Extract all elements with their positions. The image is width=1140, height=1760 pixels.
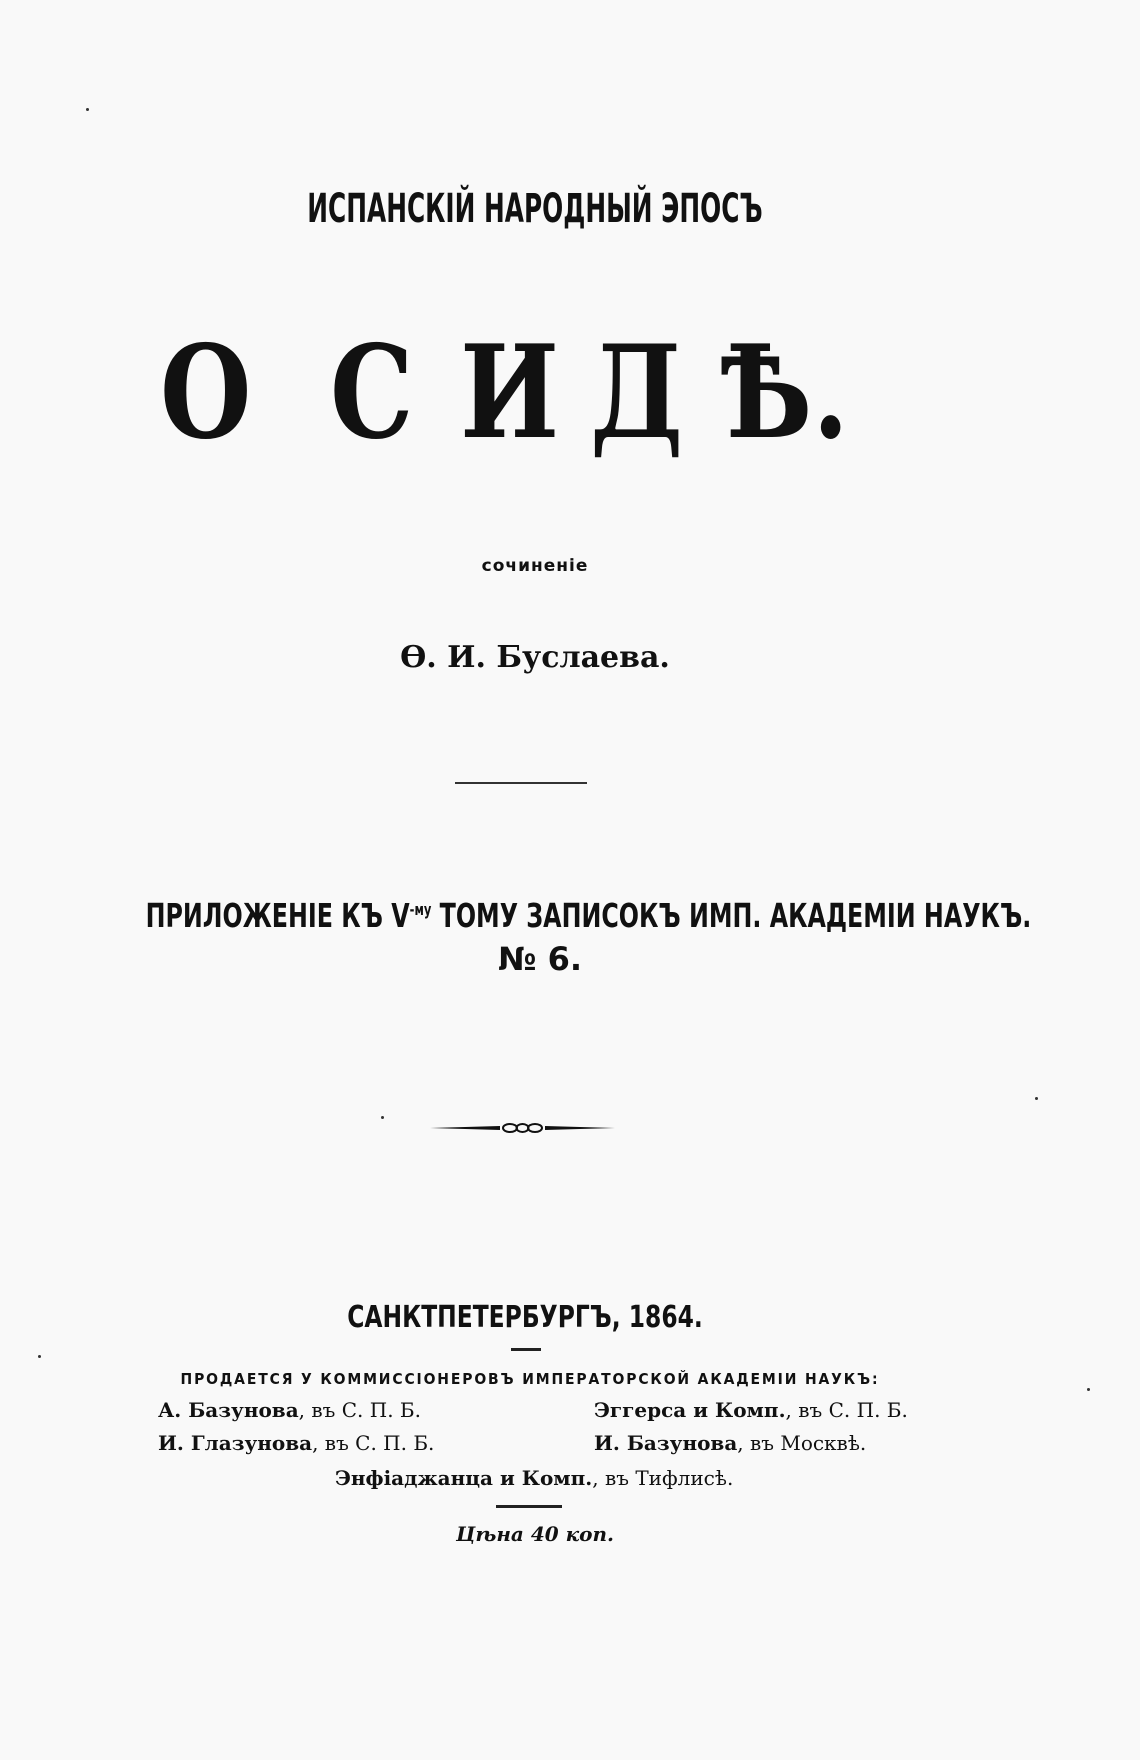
agent-name: А. Базунова: [158, 1398, 299, 1422]
print-speck: [86, 108, 89, 111]
imprint-city-year: САНКТПЕТЕРБУРГЪ, 1864.: [347, 1300, 703, 1335]
supplement-line: [145, 896, 1032, 935]
main-title-letter: Д: [590, 318, 684, 468]
agent-place: , въ С. П. Б.: [298, 1398, 421, 1422]
divider-rule: [496, 1505, 562, 1508]
agent-entry: [594, 1431, 866, 1455]
print-speck: [381, 1116, 384, 1119]
divider-rule: [455, 782, 587, 784]
agent-place: , въ С. П. Б.: [312, 1431, 435, 1455]
sold-by-line: ПРОДАЕТСЯ У КОММИССІОНЕРОВЪ ИМПЕРАТОРСКОЙ АКАДЕМІИ НАУКЪ:: [180, 1370, 880, 1388]
supplement-rest: ТОМУ ЗАПИСОКЪ ИМП. АКАДЕМІИ НАУКЪ.: [431, 896, 1032, 935]
main-title: [160, 318, 880, 468]
main-title-letter: С: [330, 318, 414, 468]
price-line: Цѣна 40 коп.: [456, 1522, 614, 1546]
print-speck: [1087, 1388, 1090, 1391]
divider-rule: [511, 1348, 541, 1351]
issue-number: № 6.: [497, 940, 583, 978]
agent-name: Эггерса и Комп.: [594, 1398, 786, 1422]
agent-name: Энфіаджанца и Комп.: [335, 1466, 593, 1490]
print-speck: [38, 1355, 41, 1358]
agent-entry: [594, 1398, 908, 1422]
agent-entry: [158, 1431, 434, 1455]
print-speck: [1035, 1097, 1038, 1100]
agent-entry: [335, 1466, 733, 1490]
supplement-sup: -му: [409, 900, 432, 919]
series-title: ИСПАНСКІЙ НАРОДНЫЙ ЭПОСЪ: [307, 186, 763, 232]
agent-name: И. Глазунова: [158, 1431, 313, 1455]
main-title-letter: Ѣ.: [720, 318, 849, 468]
agent-place: , въ Тифлисѣ.: [592, 1466, 734, 1490]
agent-entry: [158, 1398, 421, 1422]
main-title-letter: И: [460, 318, 560, 468]
ornament-divider: [430, 1118, 615, 1138]
supplement-main: ПРИЛОЖЕНІЕ КЪ V: [145, 896, 410, 935]
main-title-letter: О: [160, 318, 252, 468]
agent-name: И. Базунова: [594, 1431, 738, 1455]
by-label: сочиненіе: [481, 556, 589, 576]
agent-place: , въ С. П. Б.: [785, 1398, 908, 1422]
author-name: Ѳ. И. Буслаева.: [400, 640, 670, 675]
agent-place: , въ Москвѣ.: [737, 1431, 867, 1455]
